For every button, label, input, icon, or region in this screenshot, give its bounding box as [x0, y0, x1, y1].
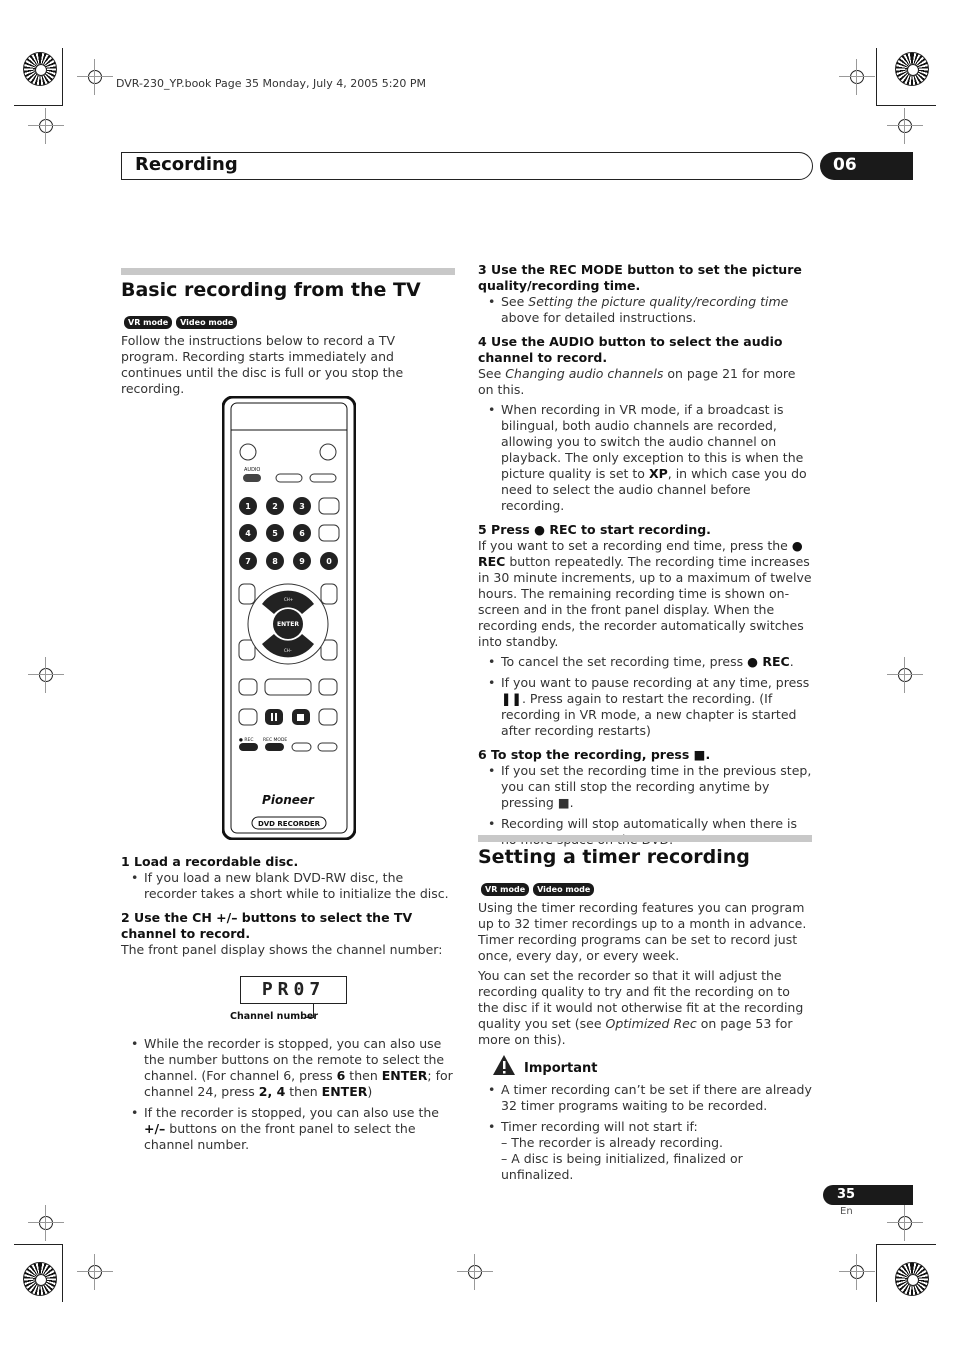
key-2: 2	[272, 502, 278, 511]
enter-label: ENTER	[277, 621, 299, 628]
channel-display-value: PR07	[261, 979, 326, 1000]
mode-badges	[124, 310, 241, 329]
section-title-basic: Basic recording from the TV	[121, 279, 421, 301]
key-5: 5	[272, 529, 278, 538]
step-5-title: 5 Press ● REC to start recording.	[478, 522, 711, 537]
registration-mark	[468, 1265, 482, 1279]
right-steps	[478, 262, 812, 853]
page-number-tab	[823, 1185, 913, 1205]
intro-paragraph: Follow the instructions below to record a TV program. Recording starts immediately and continues until the disc is full or you stop the recording.	[121, 333, 404, 396]
pause-button	[265, 709, 283, 725]
key-9: 9	[299, 557, 305, 566]
step-3-title: 3 Use the REC MODE button to set the picture quality/recording time.	[478, 262, 802, 293]
timer-body	[478, 900, 812, 1048]
key-4: 4	[245, 529, 251, 538]
registration-mark	[88, 1265, 102, 1279]
key-6: 6	[299, 529, 305, 538]
left-bullets	[121, 1036, 455, 1158]
remote-round-button	[240, 444, 256, 460]
crop-line	[62, 48, 63, 106]
registration-mark	[39, 119, 53, 133]
brand-logo: Pioneer	[262, 793, 314, 807]
important-list	[478, 1082, 812, 1188]
step-6-bullet-1: • If you set the recording time in the previous step, you can still stop the recording anytime by pressing ■.	[478, 763, 812, 811]
crop-line	[876, 1244, 936, 1245]
step-3-bullet: • See Setting the picture quality/recording time above for detailed instructions.	[478, 294, 812, 326]
rec-button	[239, 743, 258, 751]
registration-mark	[898, 668, 912, 682]
badge-video-mode: Video mode	[176, 316, 237, 329]
section-rule	[478, 835, 812, 842]
channel-display	[240, 976, 347, 1004]
timer-paragraph-2: You can set the recorder so that it will adjust the recording quality to try and fit the recording on to the disc if it would not otherwise fit at the recording quality you set (see Optimized Rec on page 53 for more on this).	[478, 968, 804, 1047]
section-title-timer: Setting a timer recording	[478, 846, 750, 868]
left-steps	[121, 854, 453, 958]
chapter-number-label: 06	[833, 155, 857, 175]
key-7: 7	[245, 557, 251, 566]
crop-line	[876, 48, 877, 106]
step-6-bullet-2: • Recording will stop automatically when there is	[478, 816, 812, 848]
step-5-text: If you want to set a recording end time, press the ● REC button repeatedly. The recording time increases in 30 minute increments, up to a maximum of twelve hours. The remaining recording time is shown on-screen and in the front panel display. When the recording ends, the recorder automatically switches into standby.	[478, 538, 812, 649]
rec-mode-button	[265, 743, 284, 751]
rec-mode-label: REC MODE	[263, 738, 288, 743]
model-label: DVD RECORDER	[257, 820, 321, 828]
registration-mark	[39, 1216, 53, 1230]
page-number: 35	[837, 1187, 856, 1202]
rec-label: ● REC	[239, 738, 254, 743]
timer-paragraph-1: Using the timer recording features you can program up to 32 timer recordings up to a month in advance. Timer recording programs can be set to record just once, every day, or every week.	[478, 900, 807, 963]
badge-video-mode: Video mode	[533, 883, 594, 896]
registration-rosette	[23, 52, 57, 86]
key-3: 3	[299, 502, 305, 511]
step-4-text: See Changing audio channels on page 21 for more on this.	[478, 366, 796, 397]
registration-mark	[898, 1216, 912, 1230]
remote-control-illustration	[222, 396, 356, 840]
important-heading: Important	[524, 1061, 598, 1076]
registration-rosette	[895, 52, 929, 86]
crop-line	[14, 105, 62, 106]
ch-up-label: CH+	[284, 597, 294, 602]
crop-line	[876, 1244, 877, 1302]
step-4-bullet: • When recording in VR mode, if a broadcast is bilingual, both audio channels are recorded, allowing you to switch the audio channel on playback. The only exception to this is when the picture quality is set to XP, in which case you do need to select the audio channel before recording.	[478, 402, 812, 514]
timer-mode-badges	[481, 877, 598, 896]
registration-mark	[898, 119, 912, 133]
step-1-title: 1 Load a recordable disc.	[121, 854, 299, 869]
crop-line	[14, 1244, 62, 1245]
audio-label: AUDIO	[244, 467, 261, 473]
registration-mark	[850, 70, 864, 84]
registration-rosette	[895, 1262, 929, 1296]
file-header: DVR-230_YP.book Page 35 Monday, July 4, 2005 5:20 PM	[116, 77, 427, 90]
channel-caption: Channel number	[230, 1011, 319, 1022]
step-5-bullet-pause: • If you want to pause recording at any time, press ❚❚. Press again to restart the recording. (If recording in VR mode, a new chapter is started after recording restarts)	[478, 675, 812, 739]
step-5-bullet-cancel: • To cancel the set recording time, press ● REC.	[478, 654, 812, 670]
key-8: 8	[272, 557, 278, 566]
crop-line	[62, 1244, 63, 1302]
bullet-front-panel: • If the recorder is stopped, you can also use the +/– buttons on the front panel to select the channel number.	[121, 1105, 455, 1153]
audio-button	[243, 474, 261, 482]
remote-round-button	[320, 444, 336, 460]
ch-down-label: CH–	[284, 648, 292, 653]
badge-vr-mode: VR mode	[124, 316, 172, 329]
bullet-number-buttons: • While the recorder is stopped, you can also use the number buttons on the remote to select the channel. (For channel 6, press 6 then ENTER; for channel 24, press 2, 4 then ENTER)	[121, 1036, 455, 1100]
language-label: En	[840, 1206, 853, 1217]
badge-vr-mode: VR mode	[481, 883, 529, 896]
registration-mark	[88, 70, 102, 84]
registration-rosette	[23, 1262, 57, 1296]
registration-mark	[39, 668, 53, 682]
registration-mark	[850, 1265, 864, 1279]
chapter-title: Recording	[135, 154, 238, 175]
step-1-bullet: • If you load a new blank DVD-RW disc, the recorder takes a short while to initialize the disc.	[121, 870, 453, 902]
step-2-title: 2 Use the CH +/– buttons to select the TV channel to record.	[121, 910, 413, 941]
crop-line	[876, 105, 936, 106]
warning-icon	[492, 1054, 516, 1076]
step-2-text: The front panel display shows the channel number:	[121, 942, 443, 957]
key-1: 1	[245, 502, 251, 511]
section-rule	[121, 268, 455, 275]
important-bullet-2: • Timer recording will not start if: – The recorder is already recording. – A disc is being initialized, finalized or unfinalized.	[478, 1119, 812, 1183]
step-4-title: 4 Use the AUDIO button to select the audio channel to record.	[478, 334, 783, 365]
step-6-title: 6 To stop the recording, press ■.	[478, 747, 711, 762]
chapter-number	[820, 152, 913, 180]
key-0: 0	[326, 557, 332, 566]
important-bullet-1: • A timer recording can’t be set if there are already 32 timer programs waiting to be recorded.	[478, 1082, 812, 1114]
